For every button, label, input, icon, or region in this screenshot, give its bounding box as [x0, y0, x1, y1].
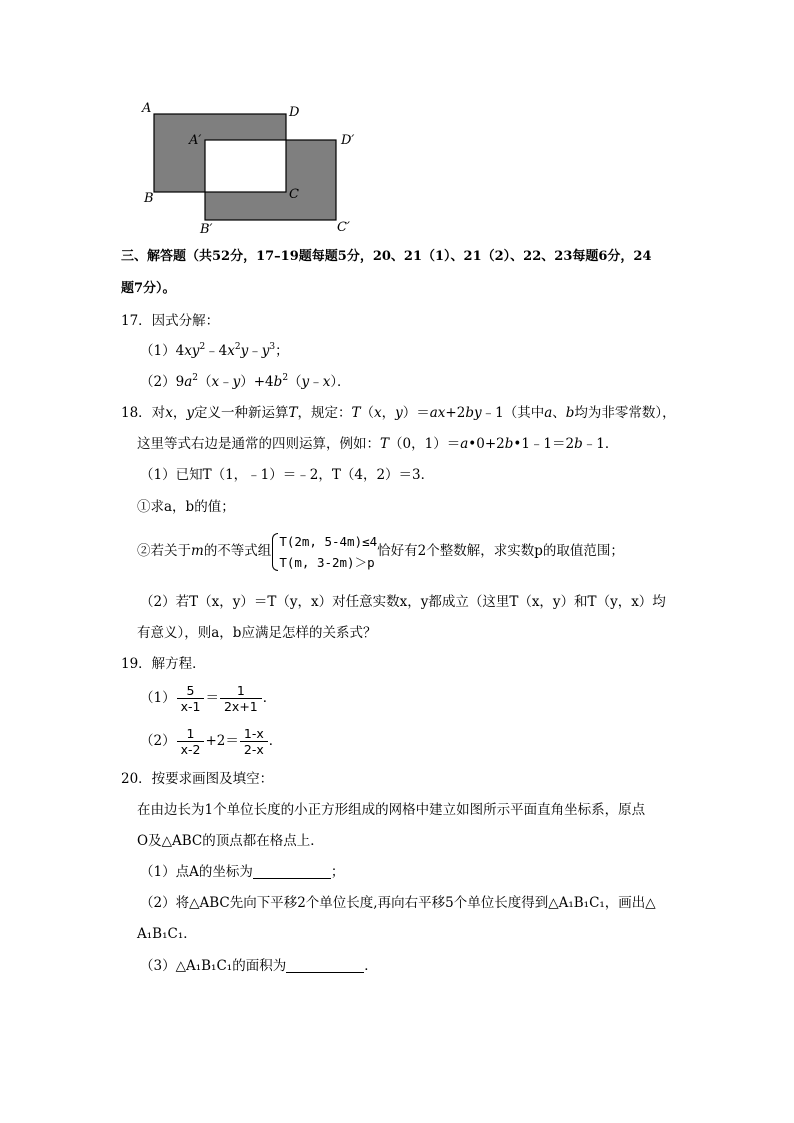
q19-plus-two: +2＝ — [205, 733, 239, 749]
rectangles-figure — [138, 98, 368, 238]
answer-blank-1[interactable] — [253, 864, 331, 879]
fraction-1-x-over-2-x: $\frac{1-x}{2-x}$ — [240, 726, 268, 757]
inequality-system — [271, 531, 377, 573]
q19-part1: （1） $\frac{5}{x-1}$ ＝ $\frac{1}{2x+1}$ ． — [140, 683, 277, 714]
label-C: C — [289, 187, 299, 202]
section-heading-line2: 题7分）。 — [121, 281, 176, 296]
label-D-prime: D′ — [341, 133, 355, 148]
q20-part3-text: （3）△A₁B₁C₁的面积为 — [140, 958, 287, 974]
q18-sub2-suffix: 恰好有2个整数解，求实数p的取值范围； — [377, 543, 624, 559]
q18-sub1 — [137, 498, 235, 516]
q18-part1-label: （1）已知 — [140, 467, 203, 483]
q20-part1-text: （1）点A的坐标为 — [140, 864, 253, 880]
q18-part1 — [140, 466, 434, 484]
label-D: D — [289, 105, 300, 120]
q19-part1-label: （1） — [140, 690, 176, 706]
section-heading-line1: 三、解答题（共52分，17–19题每题5分，20、21（1）、21（2）、22、23每题6分，24 — [121, 249, 652, 264]
q18-line2: 这里等式右边是通常的四则运算，例如：T（0，1）＝a•0+2b•1﹣1＝2b﹣1． — [137, 436, 619, 452]
q18-line1: 18．对x，y定义一种新运算T，规定：T（x，y）＝ax+2by﹣1（其中a、b均为非零常数）， — [121, 405, 676, 421]
q18-prefix: 18．对 — [121, 405, 166, 421]
q19-part2-label: （2） — [140, 733, 176, 749]
inequality-line1: T(2m, 5-4m)≤4 — [279, 533, 378, 549]
q18-sub2-prefix: 若关于 — [150, 543, 191, 559]
q20-part1-end: ； — [330, 864, 345, 880]
q20-intro-line2: O及△ABC的顶点都在格点上． — [137, 833, 324, 849]
q19-part2: （2） $\frac{1}{x-2}$ +2＝ $\frac{1-x}{2-x}$ ． — [140, 726, 283, 757]
label-B: B — [144, 191, 154, 206]
q18-part1-values: T（1，﹣1）＝﹣2，T（4，2）＝3． — [202, 467, 435, 483]
q20-part1 — [140, 863, 344, 881]
q20-part2-line2: A₁B₁C₁． — [137, 926, 197, 942]
circled-number-1: ① — [137, 499, 151, 515]
q17-title: 17．因式分解： — [121, 313, 220, 329]
q17-part1: $(1)4xy^2﹣4x^2y﹣y^3$； — [140, 342, 289, 359]
q18-line2-prefix: 这里等式右边是通常的四则运算，例如： — [137, 436, 380, 452]
q17-part1-label: （1） — [140, 343, 176, 359]
label-A-prime: A′ — [189, 133, 202, 148]
q20-intro-line1: 在由边长为1个单位长度的小正方形组成的网格中建立如图所示平面直角坐标系，原点 — [137, 802, 646, 818]
answer-blank-2[interactable] — [286, 958, 364, 973]
q18-sub2-mid: 的不等式组 — [203, 543, 272, 559]
label-A: A — [142, 101, 152, 116]
q18-part2-line1: （2）若T（x，y）＝T（y，x）对任意实数x，y都成立（这里T（x，y）和T（y，x）均 — [140, 594, 666, 610]
q18-sub2: ②若关于m的不等式组 T(2m, 5-4m)≤4 T(m, 3-2m)＞p 恰好有2个整数解，求实数p的取值范围； — [137, 529, 624, 573]
q20-part3-end: ． — [364, 958, 378, 974]
q20-part2-line1: （2）将△ABC先向下平移2个单位长度,再向右平移5个单位长度得到△A₁B₁C₁，画出△ — [140, 895, 656, 911]
label-C-prime: C′ — [337, 220, 350, 235]
q18-part2-line2: 有意义），则a，b应满足怎样的关系式？ — [137, 625, 377, 641]
label-B-prime: B′ — [200, 222, 213, 237]
fraction-5-over-x-1: $\frac{5}{x-1}$ — [177, 683, 205, 714]
q17-part2: $(2)9a^2(x﹣y)+4b^2(y﹣x)$． — [140, 373, 351, 390]
q17-part2-label: （2） — [140, 374, 176, 390]
circled-number-2: ② — [137, 543, 151, 559]
fraction-1-over-x-2: $\frac{1}{x-2}$ — [177, 726, 205, 757]
q19-title: 19．解方程． — [121, 656, 206, 672]
q20-part3 — [140, 957, 378, 975]
q18-sub1-text: 求a，b的值； — [150, 499, 235, 515]
fraction-1-over-2x+1: $\frac{1}{2x+1}$ — [220, 683, 262, 714]
shaded-region — [154, 114, 336, 220]
inequality-line2: T(m, 3-2m)＞p — [279, 554, 375, 570]
q20-title: 20．按要求画图及填空： — [121, 771, 274, 787]
